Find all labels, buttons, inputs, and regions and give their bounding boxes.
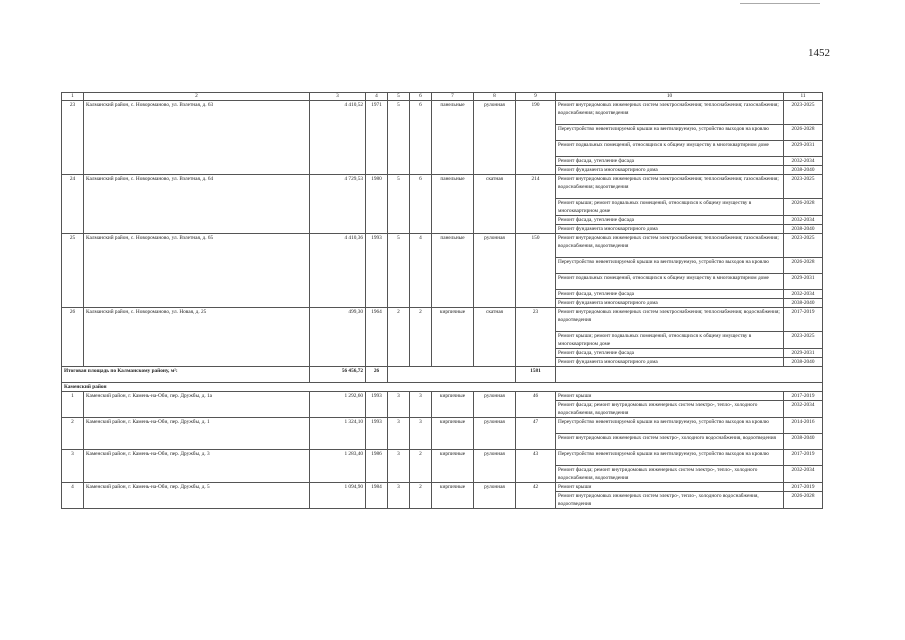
build-year: 1993 [366, 392, 388, 418]
row-number: 1 [62, 392, 84, 418]
work-description: Ремонт крыши [556, 392, 784, 401]
table-row [62, 308, 823, 332]
work-period: 2029-2031 [784, 349, 823, 358]
work-period: 2029-2031 [784, 274, 823, 290]
floor-count: 3 [388, 450, 410, 483]
roof-type: рулонная [474, 418, 516, 450]
floor-count: 5 [388, 101, 410, 175]
wall-material: кирпичные [432, 418, 474, 450]
work-period: 2017-2019 [784, 308, 823, 332]
roof-type: рулонная [474, 450, 516, 483]
floor-count: 3 [388, 418, 410, 450]
column-number-8: 8 [474, 93, 516, 101]
row-number: 4 [62, 483, 84, 509]
column-number-6: 6 [410, 93, 432, 101]
entrance-count: 6 [410, 175, 432, 234]
total-row [62, 367, 823, 383]
floor-count: 2 [388, 308, 410, 367]
entrance-count: 2 [410, 308, 432, 367]
work-description: Ремонт внутридомовых инженерных систем электро-, холодного водоснабжения, водоотведения [556, 434, 784, 450]
house-address: Калманский район, с. Новоромановo, ул. Взлетная, д. 65 [84, 234, 310, 308]
district-name: Каменский район [62, 383, 823, 392]
work-description: Ремонт фундамента многоквартирного дома [556, 225, 784, 234]
column-number-1: 1 [62, 93, 84, 101]
roof-type: скатная [474, 308, 516, 367]
house-area: 1 292,60 [310, 392, 366, 418]
floor-count: 3 [388, 392, 410, 418]
build-year: 1964 [366, 308, 388, 367]
house-area: 4 729,53 [310, 175, 366, 234]
work-period: 2023-2025 [784, 234, 823, 258]
total-area: 56 456,72 [310, 367, 366, 383]
resident-count: 150 [516, 234, 556, 308]
work-description: Ремонт фасада; ремонт внутридомовых инженерных систем электро-, тепло-, холодного водоснабжения, водоотведения [556, 401, 784, 418]
work-description: Ремонт фундамента многоквартирного дома [556, 299, 784, 308]
work-description: Ремонт фасада, утепление фасада [556, 349, 784, 358]
entrance-count: 6 [410, 101, 432, 175]
work-description: Ремонт внутридомовых инженерных систем электроснабжения; теплоснабжения; газоснабжения; водоснабжения; водоотведения [556, 175, 784, 199]
build-year: 1984 [366, 483, 388, 509]
row-number: 24 [62, 175, 84, 234]
roof-type: рулонная [474, 234, 516, 308]
entrance-count: 3 [410, 418, 432, 450]
work-period: 2017-2019 [784, 392, 823, 401]
house-address: Каменский район, г. Камень-на-Оби, пер. Дружбы, д. 1 [84, 418, 310, 450]
work-description: Ремонт фундамента многоквартирного дома [556, 166, 784, 175]
work-period: 2038-2040 [784, 299, 823, 308]
floor-count: 5 [388, 234, 410, 308]
repair-program-table [61, 92, 823, 509]
resident-count: 42 [516, 483, 556, 509]
roof-type: рулонная [474, 101, 516, 175]
wall-material: панельные [432, 234, 474, 308]
row-number: 23 [62, 101, 84, 175]
resident-count: 23 [516, 308, 556, 367]
work-description: Ремонт крыши [556, 483, 784, 492]
house-address: Калманский район, с. Новоромановo, ул. Взлетная, д. 64 [84, 175, 310, 234]
resident-count: 43 [516, 450, 556, 483]
row-number: 25 [62, 234, 84, 308]
table-row [62, 483, 823, 492]
work-description: Ремонт фасада, утепление фасада [556, 157, 784, 166]
work-description: Ремонт фасада, утепление фасада [556, 290, 784, 299]
roof-type: скатная [474, 175, 516, 234]
table-row [62, 450, 823, 466]
work-description: Ремонт внутридомовых инженерных систем электроснабжения; теплоснабжения; водоснабжения; водоотведения [556, 308, 784, 332]
row-number: 2 [62, 418, 84, 450]
work-period: 2023-2025 [784, 332, 823, 349]
wall-material: кирпичные [432, 392, 474, 418]
build-year: 1986 [366, 450, 388, 483]
work-description: Ремонт фасада, утепление фасада [556, 216, 784, 225]
house-area: 4 410,52 [310, 101, 366, 175]
column-number-9: 9 [516, 93, 556, 101]
total-empty-2 [556, 367, 823, 383]
work-description: Ремонт внутридомовых инженерных систем электроснабжения; теплоснабжения; газоснабжения; водоснабжения, водоотведения [556, 234, 784, 258]
work-description: Ремонт внутридомовых инженерных систем электро-, тепло-, холодного водоснабжения, водоотведения [556, 492, 784, 509]
work-period: 2023-2025 [784, 175, 823, 199]
build-year: 1993 [366, 418, 388, 450]
build-year: 1971 [366, 101, 388, 175]
work-description: Ремонт подвальных помещений, относящихся к общему имуществу в многоквартирном доме [556, 274, 784, 290]
work-period: 2026-2028 [784, 199, 823, 216]
work-period: 2017-2019 [784, 483, 823, 492]
column-number-4: 4 [366, 93, 388, 101]
table-row [62, 101, 823, 125]
house-area: 1 324,10 [310, 418, 366, 450]
wall-material: кирпичные [432, 483, 474, 509]
page-number: 1452 [808, 47, 830, 59]
work-period: 2032-2034 [784, 290, 823, 299]
work-period: 2038-2040 [784, 358, 823, 367]
work-period: 2026-2028 [784, 258, 823, 274]
work-description: Ремонт подвальных помещений, относящихся к общему имуществу в многоквартирном доме [556, 141, 784, 157]
column-number-10: 10 [556, 93, 784, 101]
column-number-7: 7 [432, 93, 474, 101]
wall-material: кирпичные [432, 450, 474, 483]
table-row [62, 175, 823, 199]
work-period: 2014-2016 [784, 418, 823, 434]
roof-type: рулонная [474, 392, 516, 418]
total-label: Итоговая площадь по Калманскому району, м²: [62, 367, 310, 383]
house-area: 1 094,90 [310, 483, 366, 509]
resident-count: 214 [516, 175, 556, 234]
column-number-5: 5 [388, 93, 410, 101]
wall-material: панельные [432, 175, 474, 234]
work-period: 2026-2028 [784, 125, 823, 141]
work-description: Ремонт крыши; ремонт подвальных помещений, относящихся к общему имуществу в многоквартирном доме [556, 199, 784, 216]
build-year: 1980 [366, 175, 388, 234]
house-address: Калманский район, с. Новоромановo, ул. Новая, д. 25 [84, 308, 310, 367]
work-description: Ремонт внутридомовых инженерных систем электроснабжения; теплоснабжения; газоснабжения; водоснабжения; водоотведения [556, 101, 784, 125]
column-number-2: 2 [84, 93, 310, 101]
floor-count: 3 [388, 483, 410, 509]
house-address: Каменский район, г. Камень-на-Оби, пер. Дружбы, д. 3 [84, 450, 310, 483]
work-description: Переустройство невентилируемой крыши на вентилируемую, устройство выходов на кровлю [556, 258, 784, 274]
house-area: 1 283,40 [310, 450, 366, 483]
house-address: Каменский район, г. Камень-на-Оби, пер. Дружбы, д. 5 [84, 483, 310, 509]
build-year: 1993 [366, 234, 388, 308]
entrance-count: 2 [410, 483, 432, 509]
work-description: Переустройство невентилируемой крыши на вентилируемую, устройство выходов на кровлю [556, 418, 784, 434]
house-area: 499,30 [310, 308, 366, 367]
floor-count: 5 [388, 175, 410, 234]
total-residents: 1581 [516, 367, 556, 383]
column-number-row [62, 93, 823, 101]
column-number-3: 3 [310, 93, 366, 101]
work-period: 2032-2034 [784, 401, 823, 418]
roof-type: рулонная [474, 483, 516, 509]
work-period: 2032-2034 [784, 216, 823, 225]
row-number: 3 [62, 450, 84, 483]
resident-count: 46 [516, 392, 556, 418]
work-description: Ремонт фундамента многоквартирного дома [556, 358, 784, 367]
work-period: 2032-2034 [784, 466, 823, 483]
work-period: 2038-2040 [784, 434, 823, 450]
house-address: Калманский район, с. Новоромановo, ул. Взлетная, д. 63 [84, 101, 310, 175]
house-address: Каменский район, г. Камень-на-Оби, пер. Дружбы, д. 1а [84, 392, 310, 418]
house-area: 4 410,36 [310, 234, 366, 308]
wall-material: панельные [432, 101, 474, 175]
table-row [62, 234, 823, 258]
column-number-11: 11 [784, 93, 823, 101]
district-row [62, 383, 823, 392]
work-period: 2017-2019 [784, 450, 823, 466]
resident-count: 190 [516, 101, 556, 175]
work-period: 2038-2040 [784, 225, 823, 234]
work-period: 2032-2034 [784, 157, 823, 166]
work-period: 2029-2031 [784, 141, 823, 157]
entrance-count: 3 [410, 392, 432, 418]
entrance-count: 4 [410, 234, 432, 308]
work-description: Ремонт фасада; ремонт внутридомовых инженерных систем электро-, тепло-, холодного водоснабжения, водоотведения [556, 466, 784, 483]
work-period: 2026-2028 [784, 492, 823, 509]
wall-material: кирпичные [432, 308, 474, 367]
work-description: Переустройство невентилируемой крыши на вентилируемую, устройство выходов на кровлю [556, 125, 784, 141]
work-period: 2038-2040 [784, 166, 823, 175]
work-description: Ремонт крыши; ремонт подвальных помещений, относящихся к общему имуществу в многоквартирном доме [556, 332, 784, 349]
total-empty [388, 367, 516, 383]
work-period: 2023-2025 [784, 101, 823, 125]
work-description: Переустройство невентилируемой крыши на вентилируемую, устройство выходов на кровлю [556, 450, 784, 466]
table-row [62, 392, 823, 401]
resident-count: 47 [516, 418, 556, 450]
total-count: 26 [366, 367, 388, 383]
entrance-count: 2 [410, 450, 432, 483]
row-number: 26 [62, 308, 84, 367]
top-edge-line [740, 0, 820, 4]
table-row [62, 418, 823, 434]
